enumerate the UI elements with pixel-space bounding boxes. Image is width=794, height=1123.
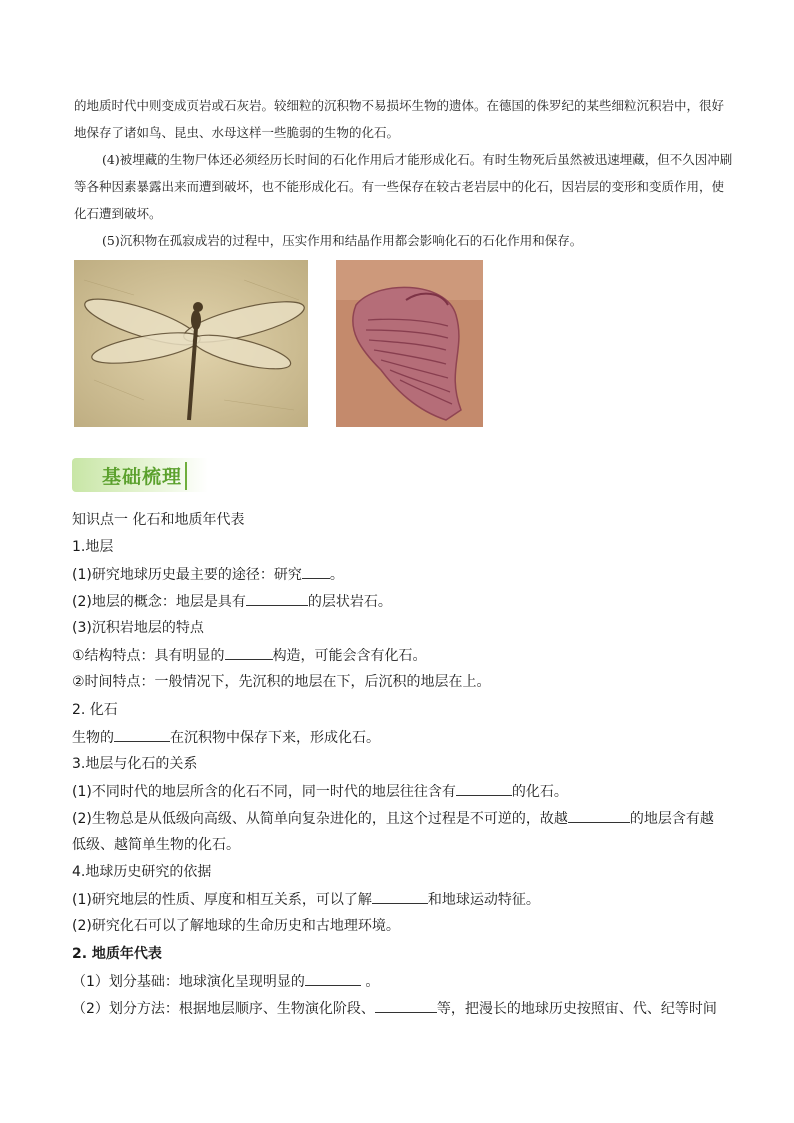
item-text: (1)研究地层的性质、厚度和相互关系，可以了解 — [72, 892, 372, 908]
item-text: 的地层含有越 — [629, 811, 714, 827]
item-text: ①结构特点：具有明显的 — [72, 648, 225, 664]
item-text: 。 — [360, 974, 380, 990]
item-text: 。 — [329, 567, 344, 583]
section-3-title: 3.地层与化石的关系 — [72, 756, 198, 772]
paragraph-point-5: (5)沉积物在孤寂成岩的过程中，压实作用和结晶作用都会影响化石的石化作用和保存。 — [102, 233, 583, 248]
section-1-item-3-1 — [72, 645, 427, 666]
kp2-item-1 — [72, 971, 379, 992]
item-text: (1)研究地球历史最主要的途径：研究 — [72, 567, 302, 583]
section-3-item-2-cont: 低级、越简单生物的化石。 — [72, 837, 240, 853]
item-text: 生物的 — [72, 730, 114, 746]
knowledge-point-1-title: 知识点一 化石和地质年代表 — [72, 512, 245, 528]
item-text: (2)生物总是从低级向高级、从简单向复杂进化的，且这个过程是不可逆的，故越 — [72, 811, 568, 827]
fill-blank[interactable] — [305, 971, 361, 986]
section-1-item-2 — [72, 591, 392, 612]
item-text: (2)地层的概念：地层是具有 — [72, 594, 246, 610]
item-text: 的化石。 — [511, 784, 568, 800]
section-4-item-2: (2)研究化石可以了解地球的生命历史和古地理环境。 — [72, 918, 400, 934]
item-text: （1）划分基础：地球演化呈现明显的 — [72, 974, 305, 990]
banner-cursor-bar — [185, 462, 187, 490]
section-2-item-1 — [72, 727, 380, 748]
section-4-title: 4.地球历史研究的依据 — [72, 864, 212, 880]
kp2-item-2 — [72, 998, 717, 1019]
fill-blank[interactable] — [456, 781, 512, 796]
section-4-item-1 — [72, 889, 540, 910]
section-1-item-1 — [72, 564, 344, 585]
fill-blank[interactable] — [568, 808, 630, 823]
fill-blank[interactable] — [302, 564, 330, 579]
banner-title: 基础梳理 — [102, 466, 183, 488]
item-text: 和地球运动特征。 — [427, 892, 540, 908]
trilobite-fossil-image — [336, 260, 483, 427]
item-text: (1)不同时代的地层所含的化石不同，同一时代的地层往往含有 — [72, 784, 456, 800]
dragonfly-fossil-image — [74, 260, 308, 427]
item-text: 的层状岩石。 — [307, 594, 392, 610]
item-text: 等，把漫长的地球历史按照宙、代、纪等时间 — [436, 1001, 717, 1017]
section-1-item-3: (3)沉积岩地层的特点 — [72, 620, 204, 636]
fill-blank[interactable] — [372, 889, 428, 904]
fill-blank[interactable] — [246, 591, 308, 606]
section-3-item-1 — [72, 781, 568, 802]
section-banner — [72, 450, 212, 496]
item-text: （2）划分方法：根据地层顺序、生物演化阶段、 — [72, 1001, 375, 1017]
knowledge-point-2-title: 2. 地质年代表 — [72, 946, 162, 962]
paragraph-point-4: (4)被埋藏的生物尸体还必须经历长时间的石化作用后才能形成化石。有时生物死后虽然被迅速埋藏，但不久因冲刷等各种因素暴露出来而遭到破坏，也不能形成化石。有一些保存在较古老岩层中的化石，因岩层的变形和变质作用，使化石遭到破坏。 — [74, 152, 733, 221]
fill-blank[interactable] — [375, 998, 437, 1013]
paragraph-preservation: 的地质时代中则变成页岩或石灰岩。较细粒的沉积物不易损坏生物的遗体。在德国的侏罗纪的某些细粒沉积岩中，很好地保存了诸如鸟、昆虫、水母这样一些脆弱的生物的化石。 — [74, 98, 725, 140]
section-1-title: 1.地层 — [72, 539, 114, 555]
fill-blank[interactable] — [225, 645, 273, 660]
section-3-item-2 — [72, 808, 714, 829]
fill-blank[interactable] — [114, 727, 170, 742]
item-text: 构造，可能会含有化石。 — [272, 648, 427, 664]
section-1-item-3-2: ②时间特点：一般情况下，先沉积的地层在下，后沉积的地层在上。 — [72, 674, 491, 690]
section-2-title: 2. 化石 — [72, 702, 118, 718]
item-text: 在沉积物中保存下来，形成化石。 — [170, 730, 380, 746]
